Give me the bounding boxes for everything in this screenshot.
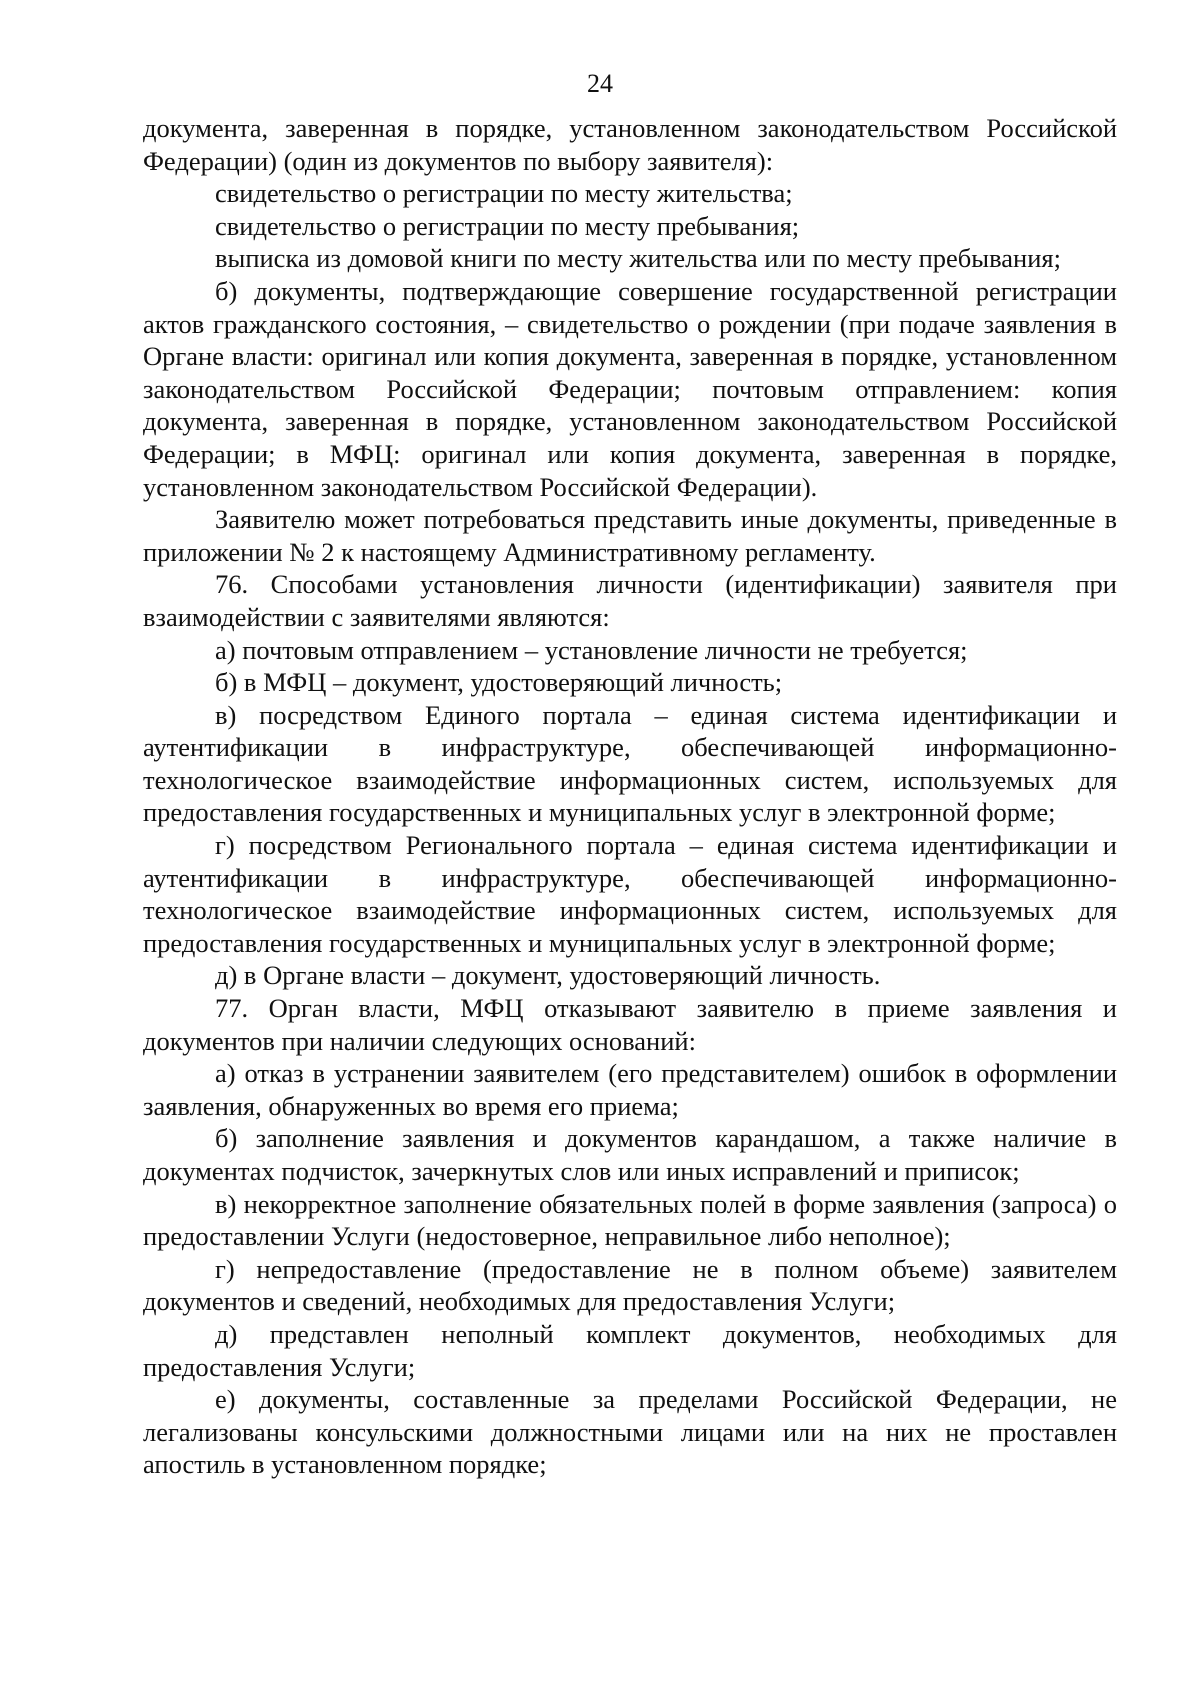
paragraph: Заявителю может потребоваться представить иные документы, приведенные в приложении № 2 к настоящему Административному регламенту. bbox=[143, 504, 1117, 567]
paragraph: свидетельство о регистрации по месту жительства; bbox=[215, 178, 793, 209]
paragraph: документа, заверенная в порядке, установленном законодательством Российской Федерации) (один из документов по выбору заявителя): bbox=[143, 113, 1117, 176]
paragraph: 76. Способами установления личности (идентификации) заявителя при взаимодействии с заявителями являются: bbox=[143, 569, 1117, 632]
paragraph: в) посредством Единого портала – единая система идентификации и аутентификации в инфраструктуре, обеспечивающей информационно-технологическое взаимодействие информационных систем, используемых для предоставления государственных и муниципальных услуг в электронной форме; bbox=[143, 699, 1117, 828]
paragraph: д) представлен неполный комплект документов, необходимых для предоставления Услуги; bbox=[143, 1318, 1117, 1382]
paragraph: д) в Органе власти – документ, удостоверяющий личность. bbox=[215, 960, 881, 991]
paragraph: в) некорректное заполнение обязательных полей в форме заявления (запроса) о предоставлении Услуги (недостоверное, неправильное либо неполное); bbox=[143, 1188, 1117, 1252]
paragraph: б) заполнение заявления и документов карандашом, а также наличие в документах подчисток, зачеркнутых слов или иных исправлений и приписок; bbox=[143, 1123, 1117, 1186]
paragraph: 77. Орган власти, МФЦ отказывают заявителю в приеме заявления и документов при наличии следующих оснований: bbox=[143, 993, 1117, 1056]
paragraph: б) документы, подтверждающие совершение государственной регистрации актов гражданского состояния, – свидетельство о рождении (при подаче заявления в Органе власти: оригинал или копия документа, заверенная в порядке, установленном законодательством Российской Федерации; почтовым отправлением: копия документа, заверенная в порядке, установленном законодательством Российской Федерации; в МФЦ: оригинал или копия документа, заверенная в порядке, установленном законодательством Российской Федерации). bbox=[143, 275, 1117, 502]
paragraph: свидетельство о регистрации по месту пребывания; bbox=[215, 210, 800, 241]
paragraph: е) документы, составленные за пределами Российской Федерации, не легализованы консульскими должностными лицами или на них не проставлен апостиль в установленном порядке; bbox=[143, 1384, 1117, 1480]
paragraph: а) отказ в устранении заявителем (его представителем) ошибок в оформлении заявления, обнаруженных во время его приема; bbox=[143, 1058, 1117, 1121]
paragraph: выписка из домовой книги по месту жительства или по месту пребывания; bbox=[215, 243, 1061, 274]
document-body bbox=[143, 112, 1117, 1481]
page-number: 24 bbox=[587, 69, 613, 98]
paragraph: б) в МФЦ – документ, удостоверяющий личность; bbox=[215, 667, 783, 698]
paragraph: г) непредоставление (предоставление не в полном объеме) заявителем документов и сведений, необходимых для предоставления Услуги; bbox=[143, 1253, 1117, 1317]
paragraph: а) почтовым отправлением – установление личности не требуется; bbox=[215, 634, 968, 665]
paragraph: г) посредством Регионального портала – единая система идентификации и аутентификации в инфраструктуре, обеспечивающей информационно-технологическое взаимодействие информационных систем, используемых для предоставления государственных и муниципальных услуг в электронной форме; bbox=[143, 830, 1117, 958]
